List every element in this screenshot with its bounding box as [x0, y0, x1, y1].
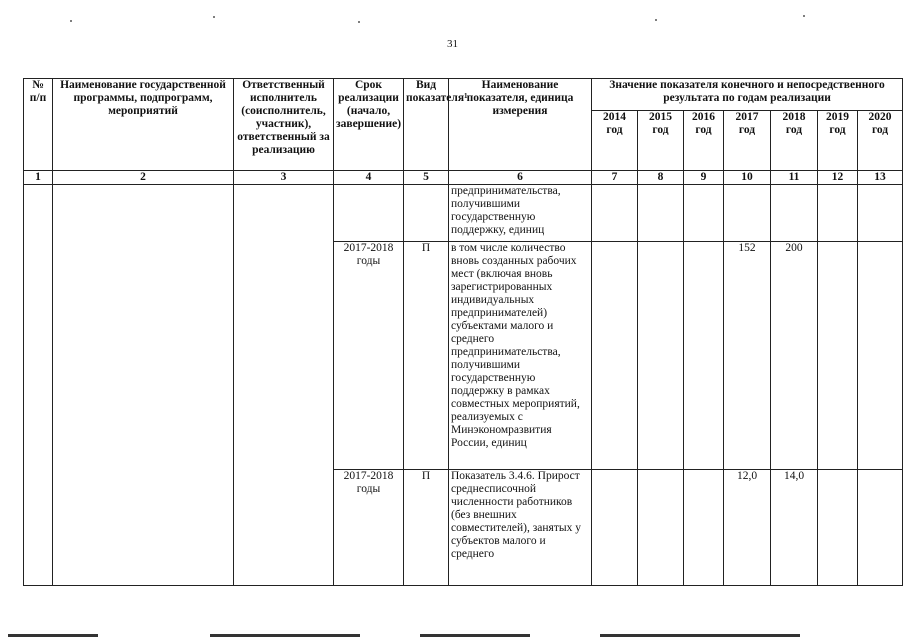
column-number: 10: [724, 171, 771, 185]
header-year: 2015 год: [638, 111, 684, 171]
cell-value: 200: [771, 242, 818, 470]
cell-indicator-type: П: [404, 242, 449, 470]
cell-term: 2017-2018 годы: [334, 470, 404, 586]
scan-speck: [803, 15, 805, 17]
scan-speck: [70, 20, 72, 22]
column-number: 1: [24, 171, 53, 185]
column-number: 12: [818, 171, 858, 185]
cell-value: [771, 185, 818, 242]
cell-value: 12,0: [724, 470, 771, 586]
header-indicator-type: Вид показателя¹: [404, 79, 449, 171]
header-year: 2014 год: [592, 111, 638, 171]
header-indicator-name: Наименование показателя, единица измерения: [449, 79, 592, 171]
header-responsible: Ответственный исполнитель (соисполнитель, участник), ответственный за реализацию: [234, 79, 334, 171]
cell-value: [858, 242, 903, 470]
column-number: 7: [592, 171, 638, 185]
column-number: 9: [684, 171, 724, 185]
header-year: 2017 год: [724, 111, 771, 171]
cell-program-name: [53, 185, 234, 586]
cell-value: [724, 185, 771, 242]
page-number: 31: [447, 38, 458, 50]
indicators-table: [23, 78, 903, 586]
cell-value: [818, 185, 858, 242]
header-values-group: Значение показателя конечного и непосредственного результата по годам реализации: [592, 79, 903, 111]
cell-value: [592, 242, 638, 470]
cell-indicator-text: предпринимательства, получившими государственную поддержку, единиц: [449, 185, 592, 242]
column-number: 8: [638, 171, 684, 185]
header-year: 2016 год: [684, 111, 724, 171]
scan-edge: [600, 634, 800, 637]
scan-edge: [420, 634, 530, 637]
cell-term: [334, 185, 404, 242]
header-num: № п/п: [24, 79, 53, 171]
column-number: 13: [858, 171, 903, 185]
column-number: 2: [53, 171, 234, 185]
cell-value: 14,0: [771, 470, 818, 586]
cell-value: [638, 242, 684, 470]
cell-value: [858, 470, 903, 586]
cell-indicator-type: П: [404, 470, 449, 586]
header-year: 2018 год: [771, 111, 818, 171]
cell-value: [638, 185, 684, 242]
column-number: 3: [234, 171, 334, 185]
header-year: 2019 год: [818, 111, 858, 171]
cell-value: [592, 185, 638, 242]
header-program-name: Наименование государственной программы, подпрограмм, мероприятий: [53, 79, 234, 171]
column-number: 5: [404, 171, 449, 185]
column-number: 11: [771, 171, 818, 185]
cell-value: [684, 185, 724, 242]
scan-edge: [8, 634, 98, 637]
cell-value: 152: [724, 242, 771, 470]
scan-edge: [210, 634, 360, 637]
cell-indicator-text: в том числе количество вновь созданных рабочих мест (включая вновь зарегистрированных индивидуальных предпринимателей) субъектами малого и среднего предпринимательства, получившими государственную поддержку в рамках совместных мероприятий, реализуемых с Минэкономразвития России, единиц: [449, 242, 592, 470]
table-row: [24, 185, 903, 242]
cell-indicator-text: Показатель 3.4.6. Прирост среднесписочной численности работников (без внешних совместителей), занятых у субъектов малого и среднего: [449, 470, 592, 586]
cell-value: [858, 185, 903, 242]
cell-value: [684, 242, 724, 470]
header-term: Срок реализации (начало, завершение): [334, 79, 404, 171]
scan-speck: [358, 21, 360, 23]
column-number: 6: [449, 171, 592, 185]
scan-speck: [213, 16, 215, 18]
cell-value: [638, 470, 684, 586]
scan-speck: [655, 19, 657, 21]
cell-term: 2017-2018 годы: [334, 242, 404, 470]
header-year: 2020 год: [858, 111, 903, 171]
cell-indicator-type: [404, 185, 449, 242]
cell-value: [818, 470, 858, 586]
cell-value: [818, 242, 858, 470]
cell-num: [24, 185, 53, 586]
cell-responsible: [234, 185, 334, 586]
cell-value: [592, 470, 638, 586]
column-number: 4: [334, 171, 404, 185]
cell-value: [684, 470, 724, 586]
